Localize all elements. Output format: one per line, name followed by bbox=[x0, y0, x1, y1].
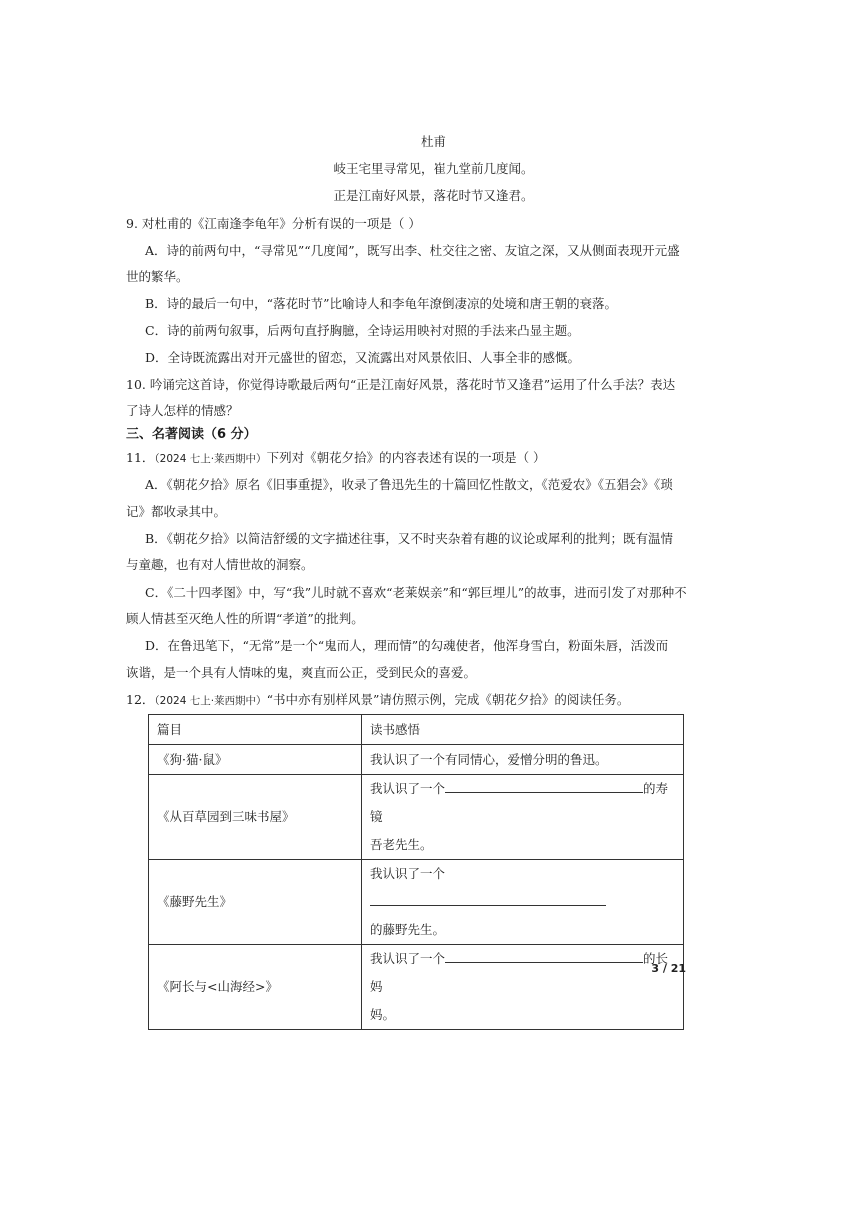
row-feel-cell bbox=[362, 860, 684, 945]
reading-table bbox=[148, 714, 684, 1030]
q12-stem: “书中亦有别样风景”请仿照示例，完成《朝花夕拾》的阅读任务。 bbox=[266, 692, 630, 707]
q11-option-d-line1: D．在鲁迅笔下，“无常”是一个“鬼而人，理而情”的勾魂使者，他浑身雪白，粉面朱唇，活泼而 bbox=[145, 638, 669, 653]
row-feel-line2: 的藤野先生。 bbox=[370, 922, 446, 937]
q12-source: （2024 七上·莱西期中） bbox=[154, 695, 267, 707]
row-feel-line2: 吾老先生。 bbox=[370, 837, 433, 852]
page-number: 3 / 21 bbox=[651, 962, 686, 975]
q11-stem: 下列对《朝花夕拾》的内容表述有误的一项是（ ） bbox=[266, 450, 546, 465]
poem-line-1: 岐王宅里寻常见，崔九堂前几度闻。 bbox=[333, 161, 534, 176]
q9-option-a-line2: 世的繁华。 bbox=[126, 269, 189, 284]
q11-source: （2024 七上·莱西期中） bbox=[154, 453, 267, 465]
row-title-cell: 《从百草园到三味书屋》 bbox=[149, 775, 362, 860]
row-title-cell: 《藤野先生》 bbox=[149, 860, 362, 945]
answer-blank[interactable] bbox=[370, 891, 606, 906]
answer-blank[interactable] bbox=[445, 948, 643, 963]
q11-option-a-line1: A．《朝花夕拾》原名《旧事重提》，收录了鲁迅先生的十篇回忆性散文，《范爱农》《五猖会》《琐 bbox=[145, 477, 673, 492]
q9-option-a-line1: A．诗的前两句中，“寻常见”“几度闻”，既写出李、杜交往之密、友谊之深，又从侧面表现开元盛 bbox=[145, 243, 680, 258]
q9-option-c: C．诗的前两句叙事，后两句直抒胸臆，全诗运用映衬对照的手法来凸显主题。 bbox=[145, 323, 580, 338]
poem-line-2: 正是江南好风景，落花时节又逢君。 bbox=[333, 188, 534, 203]
table-row bbox=[149, 745, 684, 775]
answer-blank[interactable] bbox=[445, 778, 643, 793]
header-feel-cell: 读书感悟 bbox=[362, 715, 684, 745]
q11-option-c-line2: 顾人情甚至灭绝人性的所谓“孝道”的批判。 bbox=[126, 611, 364, 626]
q11-option-b-line2: 与童趣，也有对人情世故的洞察。 bbox=[126, 557, 314, 572]
section-3-heading: 三、名著阅读（6 分） bbox=[126, 427, 257, 442]
row-feel-line2: 妈。 bbox=[370, 1007, 396, 1022]
row-feel-line: 我认识了一个 的长妈 bbox=[370, 945, 675, 1001]
q11-option-c-line1: C．《二十四孝图》中，写“我”儿时就不喜欢“老莱娱亲”和“郭巨埋儿”的故事，进而引发了对那种不 bbox=[145, 585, 687, 600]
q10-line2: 了诗人怎样的情感？ bbox=[126, 403, 239, 418]
q11-option-a-line2: 记》都收录其中。 bbox=[126, 504, 227, 519]
q11-option-d-line2: 诙谐，是一个具有人情味的鬼，爽直而公正，受到民众的喜爱。 bbox=[126, 665, 477, 680]
q12-stem-line bbox=[126, 691, 629, 710]
table-header-row bbox=[149, 715, 684, 745]
table-row bbox=[149, 775, 684, 860]
q11-option-b-line1: B．《朝花夕拾》以简洁舒缓的文字描述往事，又不时夹杂着有趣的议论或犀利的批判；既有温情 bbox=[145, 531, 673, 546]
q9-option-b: B．诗的最后一句中，“落花时节”比喻诗人和李龟年潦倒凄凉的处境和唐王朝的衰落。 bbox=[145, 296, 617, 311]
row-feel-line: 我认识了一个 的寿镜 bbox=[370, 775, 675, 831]
row-title-cell: 《阿长与<山海经>》 bbox=[149, 945, 362, 1030]
q11-number: 11． bbox=[126, 450, 155, 465]
row-title-cell: 《狗·猫·鼠》 bbox=[149, 745, 362, 775]
q9-option-d: D．全诗既流露出对开元盛世的留恋，又流露出对风景依旧、人事全非的感慨。 bbox=[145, 350, 581, 365]
row-feel-cell bbox=[362, 775, 684, 860]
q9-stem: 9. 对杜甫的《江南逢李龟年》分析有误的一项是（ ） bbox=[126, 216, 421, 231]
row-feel-cell: 我认识了一个有同情心，爱憎分明的鲁迅。 bbox=[362, 745, 684, 775]
q11-stem-line bbox=[126, 449, 546, 468]
poem-author: 杜甫 bbox=[420, 134, 446, 149]
table-row bbox=[149, 945, 684, 1030]
table-row bbox=[149, 860, 684, 945]
header-title-cell: 篇目 bbox=[149, 715, 362, 745]
q10-line1: 10. 吟诵完这首诗，你觉得诗歌最后两句“正是江南好风景，落花时节又逢君”运用了什么手法？表达 bbox=[126, 377, 676, 392]
q12-number: 12． bbox=[126, 692, 155, 707]
row-feel-line: 我认识了一个 bbox=[370, 860, 675, 916]
row-feel-cell bbox=[362, 945, 684, 1030]
